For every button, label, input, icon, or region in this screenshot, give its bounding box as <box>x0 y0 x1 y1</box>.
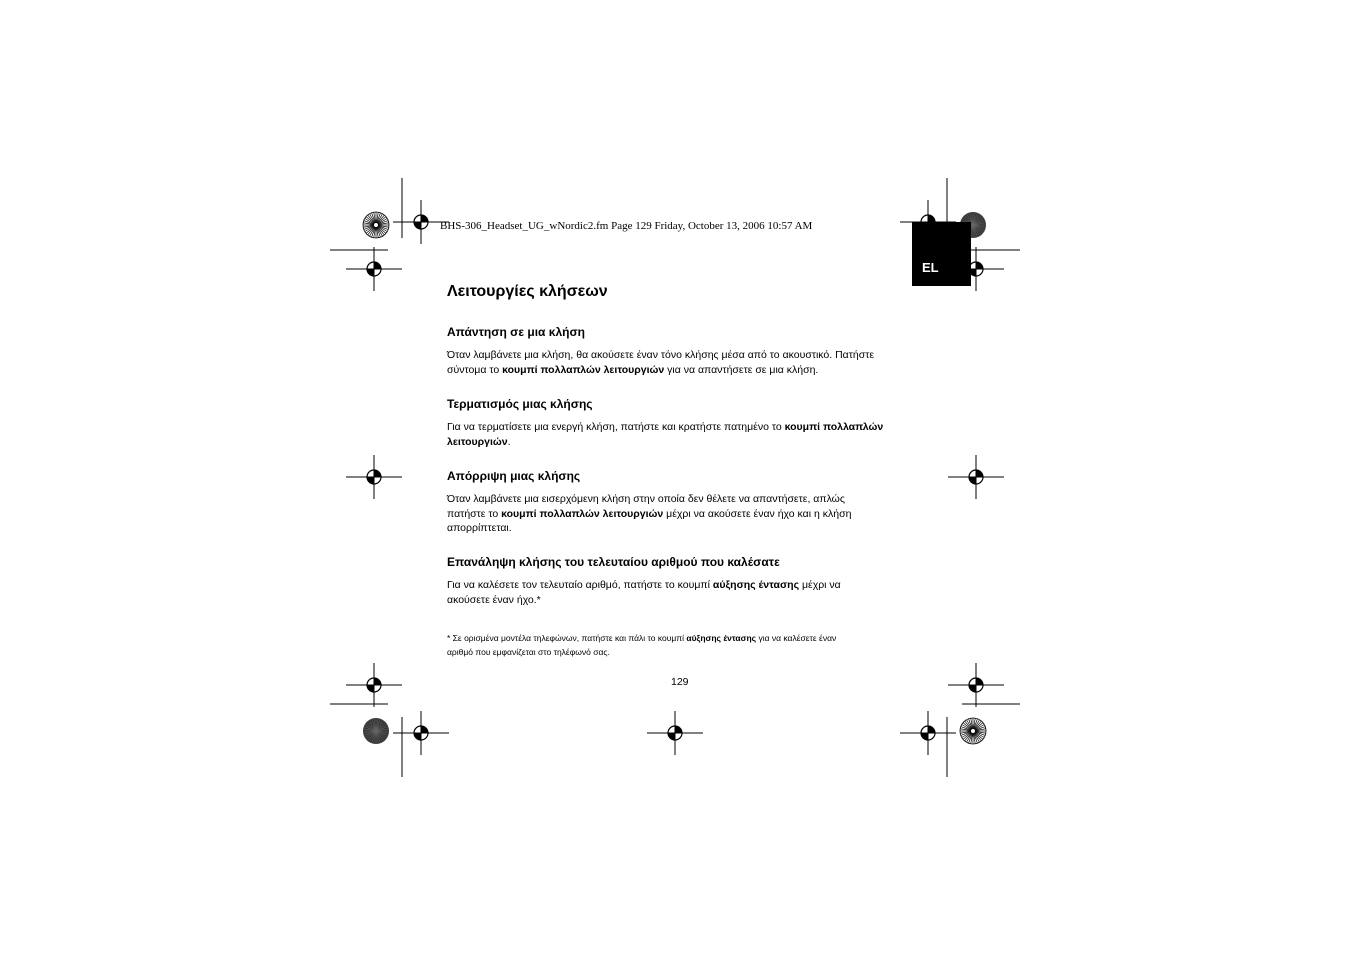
page-number: 129 <box>671 676 689 688</box>
registration-target <box>346 663 402 707</box>
section-heading-answer-call: Απάντηση σε μια κλήση <box>447 325 585 339</box>
registration-target <box>948 663 1004 707</box>
footnote <box>447 632 917 659</box>
text-run: Όταν λαμβάνετε μια κλήση, θα ακούσετε έναν τόνο κλήσης μέσα από το ακουστικό. Πατήστε <box>447 349 875 361</box>
bold-term: κουμπί πολλαπλών λειτουργιών <box>502 363 665 376</box>
registration-target <box>346 247 402 291</box>
text-run: αριθμό που εμφανίζεται στο τηλέφωνό σας. <box>447 646 610 657</box>
text-run: ακούσετε έναν ήχο.* <box>447 593 541 606</box>
section-text-reject-call <box>447 492 917 536</box>
section-heading-reject-call: Απόρριψη μιας κλήσης <box>447 469 581 483</box>
bold-term: κουμπί πολλαπλών <box>784 421 884 433</box>
section-text-redial <box>447 578 917 607</box>
language-tab <box>912 222 971 286</box>
registration-target <box>900 711 956 755</box>
starburst-mark <box>363 718 389 744</box>
text-run: Όταν λαμβάνετε μια εισερχόμενη κλήση στην οποία δεν θέλετε να απαντήσετε, απλώς <box>447 493 845 505</box>
registration-target <box>948 455 1004 499</box>
registration-target <box>346 455 402 499</box>
text-run: * Σε ορισμένα μοντέλα τηλεφώνων, πατήστε και πάλι το κουμπί <box>447 633 687 643</box>
print-header-file-info: BHS-306_Headset_UG_wNordic2.fm Page 129 Friday, October 13, 2006 10:57 AM <box>440 220 813 232</box>
text-run: . <box>507 435 511 448</box>
bold-term: κουμπί πολλαπλών λειτουργιών <box>501 507 664 520</box>
text-run: απορρίπτεται. <box>447 522 512 534</box>
section-heading-end-call: Τερματισμός μιας κλήσης <box>447 397 593 411</box>
text-run: για να καλέσετε έναν <box>756 633 837 643</box>
starburst-mark <box>363 212 389 238</box>
section-text-end-call <box>447 420 917 449</box>
text-run: πατήστε το <box>447 507 502 520</box>
text-run: Για να τερματίσετε μια ενεργή κλήση, πατήστε και κρατήστε πατημένο το <box>447 421 785 433</box>
registration-target <box>647 711 703 755</box>
text-run: μέχρι να <box>799 579 841 591</box>
page-title: Λειτουργίες κλήσεων <box>447 283 608 300</box>
language-tab-label: EL <box>922 260 939 275</box>
bold-term: λειτουργιών <box>447 435 508 448</box>
text-run: σύντομα το <box>447 363 503 376</box>
text-run: μέχρι να ακούσετε έναν ήχο και η κλήση <box>663 507 852 520</box>
text-run: Για να καλέσετε τον τελευταίο αριθμό, πατήστε το κουμπί <box>447 579 713 591</box>
section-text-answer-call <box>447 348 917 377</box>
text-run: για να απαντήσετε σε μια κλήση. <box>664 363 819 376</box>
bold-term: αύξησης έντασης <box>686 633 757 643</box>
registration-target <box>393 711 449 755</box>
section-heading-redial: Επανάληψη κλήσης του τελευταίου αριθμού που καλέσατε <box>447 555 780 569</box>
bold-term: αύξησης έντασης <box>712 579 800 591</box>
starburst-mark <box>960 718 986 744</box>
